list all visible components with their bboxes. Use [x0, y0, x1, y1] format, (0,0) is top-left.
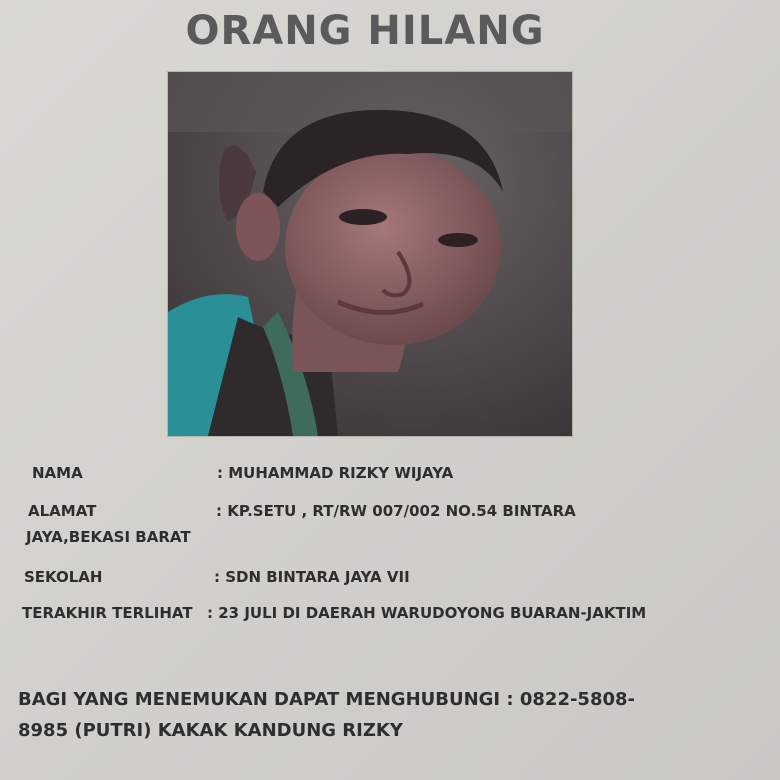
field-value-sekolah: : SDN BINTARA JAYA VII [214, 568, 410, 586]
field-label-alamat: ALAMAT [28, 502, 97, 520]
field-value-nama: : MUHAMMAD RIZKY WIJAYA [217, 464, 454, 482]
field-value-terakhir: : 23 JULI DI DAERAH WARUDOYONG BUARAN-JAKTIM [207, 604, 647, 622]
field-row-nama [32, 464, 732, 486]
field-value-alamat: : KP.SETU , RT/RW 007/002 NO.54 BINTARA [216, 502, 576, 520]
contact-line-1: BAGI YANG MENEMUKAN DAPAT MENGHUBUNGI : 0822-5808- [18, 689, 636, 710]
portrait-illustration [168, 72, 572, 436]
field-row-sekolah [24, 568, 724, 590]
field-label-sekolah: SEKOLAH [24, 568, 103, 586]
contact-line-2: 8985 (PUTRI) KAKAK KANDUNG RIZKY [18, 720, 403, 741]
field-value-alamat-cont: JAYA,BEKASI BARAT [26, 528, 191, 546]
field-row-alamat-cont [26, 528, 426, 550]
field-label-nama: NAMA [32, 464, 83, 482]
contact-footer [18, 684, 698, 746]
missing-person-photo [168, 72, 572, 436]
field-row-alamat [28, 502, 748, 524]
field-label-terakhir: TERAKHIR TERLIHAT [22, 604, 193, 622]
field-row-terakhir [22, 604, 762, 626]
poster-title: ORANG HILANG [185, 8, 545, 54]
